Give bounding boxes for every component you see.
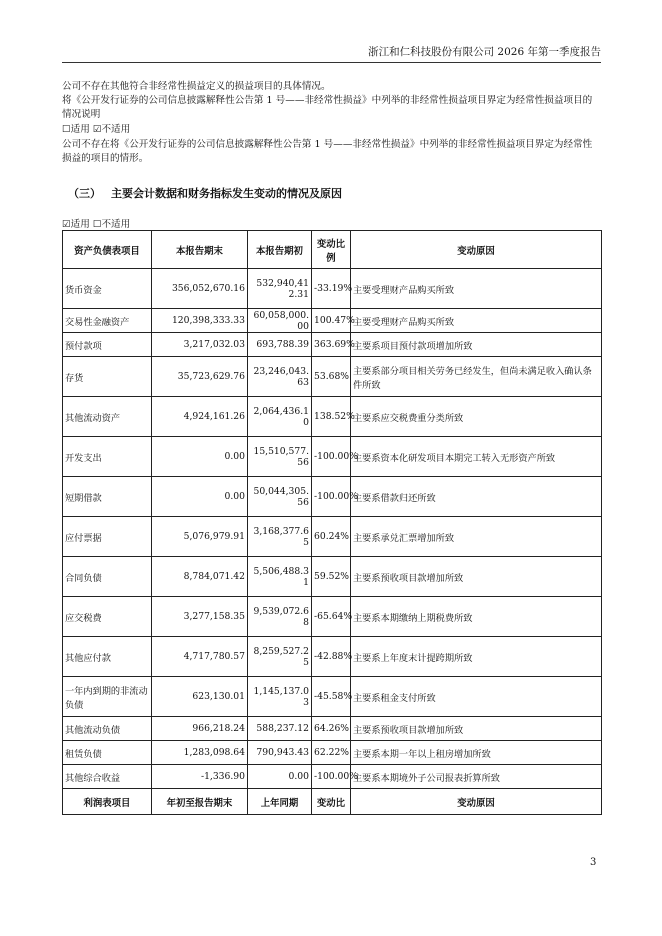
cell-change-rate: 59.52%	[312, 557, 351, 597]
cell-change-rate: -45.58%	[312, 677, 351, 717]
header-beginning: 本报告期初	[248, 231, 312, 269]
page-header: 浙江和仁科技股份有限公司 2026 年第一季度报告	[62, 44, 601, 63]
cell-current: 4,924,161.26	[152, 397, 248, 437]
cell-item: 短期借款	[63, 477, 152, 517]
table-row	[63, 437, 602, 477]
cell-current: 356,052,670.16	[152, 269, 248, 309]
cell-current: 0.00	[152, 437, 248, 477]
table-row	[63, 765, 602, 789]
cell-reason: 主要系上年度末计提跨期所致	[351, 637, 602, 677]
table-row	[63, 557, 602, 597]
cell-beginning: 3,168,377.65	[248, 517, 312, 557]
section-title: 主要会计数据和财务指标发生变动的情况及原因	[111, 187, 342, 200]
income-header-cell: 上年同期	[248, 789, 312, 815]
table-row	[63, 357, 602, 397]
table-row	[63, 397, 602, 437]
cell-reason: 主要系租金支付所致	[351, 677, 602, 717]
cell-reason: 主要系本期缴纳上期税费所致	[351, 597, 602, 637]
header-reason: 变动原因	[351, 231, 602, 269]
cell-current: 1,283,098.64	[152, 741, 248, 765]
cell-beginning: 60,058,000.00	[248, 309, 312, 333]
cell-change-rate: -33.19%	[312, 269, 351, 309]
cell-change-rate: 100.47%	[312, 309, 351, 333]
income-header-cell: 变动比	[312, 789, 351, 815]
paragraph-no-reclassification: 公司不存在将《公开发行证券的公司信息披露解释性公告第 1 号——非经常性损益》中列举的非经常性损益项目界定为经常性损益的项目的情形。	[62, 139, 593, 164]
cell-beginning: 23,246,043.63	[248, 357, 312, 397]
cell-current: 35,723,629.76	[152, 357, 248, 397]
cell-change-rate: -100.00%	[312, 477, 351, 517]
cell-change-rate: -42.88%	[312, 637, 351, 677]
cell-current: 8,784,071.42	[152, 557, 248, 597]
table-row	[63, 597, 602, 637]
cell-beginning: 532,940,412.31	[248, 269, 312, 309]
cell-change-rate: 62.22%	[312, 741, 351, 765]
header-item: 资产负债表项目	[63, 231, 152, 269]
cell-change-rate: -100.00%	[312, 437, 351, 477]
cell-beginning: 2,064,436.10	[248, 397, 312, 437]
cell-item: 交易性金融资产	[63, 309, 152, 333]
table-row	[63, 269, 602, 309]
cell-change-rate: 64.26%	[312, 717, 351, 741]
cell-reason: 主要系借款归还所致	[351, 477, 602, 517]
cell-item: 合同负债	[63, 557, 152, 597]
table-row	[63, 309, 602, 333]
cell-reason: 主要系承兑汇票增加所致	[351, 517, 602, 557]
cell-current: 3,217,032.03	[152, 333, 248, 357]
cell-change-rate: 138.52%	[312, 397, 351, 437]
cell-current: 5,076,979.91	[152, 517, 248, 557]
cell-current: 0.00	[152, 477, 248, 517]
cell-beginning: 1,145,137.03	[248, 677, 312, 717]
cell-current: 966,218.24	[152, 717, 248, 741]
cell-item: 应交税费	[63, 597, 152, 637]
income-header-cell: 利润表项目	[63, 789, 152, 815]
balance-sheet-change-table	[62, 230, 602, 815]
cell-reason: 主要受理财产品购买所致	[351, 269, 602, 309]
cell-current: 3,277,158.35	[152, 597, 248, 637]
cell-change-rate: -100.00%	[312, 765, 351, 789]
cell-item: 货币资金	[63, 269, 152, 309]
cell-beginning: 5,506,488.31	[248, 557, 312, 597]
cell-item: 其他应付款	[63, 637, 152, 677]
cell-reason: 主要系项目预付款项增加所致	[351, 333, 602, 357]
cell-beginning: 790,943.43	[248, 741, 312, 765]
cell-item: 租赁负债	[63, 741, 152, 765]
cell-change-rate: 363.69%	[312, 333, 351, 357]
page-number: 3	[590, 857, 597, 868]
cell-item: 其他综合收益	[63, 765, 152, 789]
cell-beginning: 693,788.39	[248, 333, 312, 357]
cell-current: 120,398,333.33	[152, 309, 248, 333]
cell-reason: 主要系预收项目款增加所致	[351, 717, 602, 741]
paragraph-reclassification-note: 将《公开发行证券的公司信息披露解释性公告第 1 号——非经常性损益》中列举的非经常性损益项目界定为经常性损益项目的情况说明	[62, 95, 593, 120]
table-row	[63, 717, 602, 741]
table-row	[63, 677, 602, 717]
cell-beginning: 588,237.12	[248, 717, 312, 741]
header-current: 本报告期末	[152, 231, 248, 269]
cell-item: 存货	[63, 357, 152, 397]
table-row	[63, 333, 602, 357]
applicability-checkbox-2: ☑适用 ☐不适用	[62, 219, 131, 230]
table-row	[63, 637, 602, 677]
section-heading	[68, 185, 342, 201]
cell-change-rate: 53.68%	[312, 357, 351, 397]
cell-item: 其他流动资产	[63, 397, 152, 437]
cell-current: 4,717,780.57	[152, 637, 248, 677]
cell-beginning: 0.00	[248, 765, 312, 789]
cell-item: 预付款项	[63, 333, 152, 357]
cell-beginning: 15,510,577.56	[248, 437, 312, 477]
table-row	[63, 517, 602, 557]
cell-reason: 主要系应交税费重分类所致	[351, 397, 602, 437]
table-body	[63, 231, 602, 815]
table-row	[63, 477, 602, 517]
cell-reason: 主要系预收项目款增加所致	[351, 557, 602, 597]
table-row	[63, 741, 602, 765]
cell-item: 其他流动负债	[63, 717, 152, 741]
applicability-checkbox-1: ☐适用 ☑不适用	[62, 124, 131, 135]
cell-change-rate: -65.64%	[312, 597, 351, 637]
cell-beginning: 50,044,305.56	[248, 477, 312, 517]
header-change-rate: 变动比例	[312, 231, 351, 269]
income-table-header-row	[63, 789, 602, 815]
paragraph-other-items: 公司不存在其他符合非经常性损益定义的损益项目的具体情况。	[62, 81, 331, 92]
cell-item: 一年内到期的非流动负债	[63, 677, 152, 717]
cell-change-rate: 60.24%	[312, 517, 351, 557]
cell-reason: 主要受理财产品购买所致	[351, 309, 602, 333]
income-header-cell: 变动原因	[351, 789, 602, 815]
cell-reason: 主要系本期一年以上租房增加所致	[351, 741, 602, 765]
income-header-cell: 年初至报告期末	[152, 789, 248, 815]
cell-item: 开发支出	[63, 437, 152, 477]
cell-current: 623,130.01	[152, 677, 248, 717]
cell-beginning: 9,539,072.68	[248, 597, 312, 637]
table-header-row	[63, 231, 602, 269]
cell-reason: 主要系资本化研发项目本期完工转入无形资产所致	[351, 437, 602, 477]
cell-reason: 主要系本期境外子公司报表折算所致	[351, 765, 602, 789]
cell-item: 应付票据	[63, 517, 152, 557]
cell-current: -1,336.90	[152, 765, 248, 789]
cell-beginning: 8,259,527.25	[248, 637, 312, 677]
section-number: （三）	[68, 187, 101, 200]
cell-reason: 主要系部分项目相关劳务已经发生，但尚未满足收入确认条件所致	[351, 357, 602, 397]
